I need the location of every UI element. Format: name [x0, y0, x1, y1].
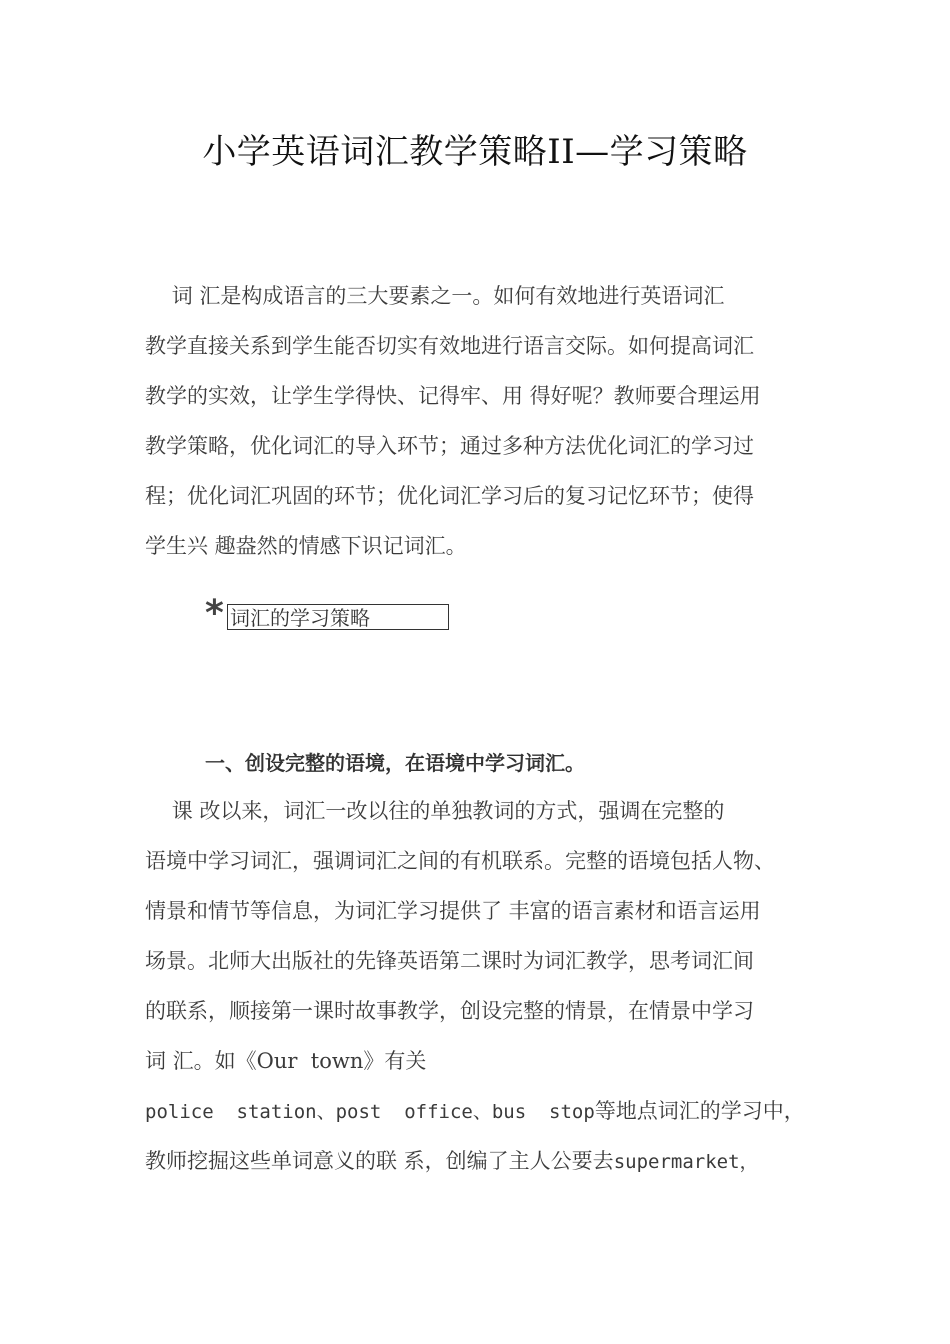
paragraph-line: 教学的实效，让学生学得快、记得牢、用 得好呢？教师要合理运用 [145, 384, 761, 408]
paragraph-line: 语境中学习词汇，强调词汇之间的有机联系。完整的语境包括人物、 [145, 849, 775, 873]
paragraph-line: 教学直接关系到学生能否切实有效地进行语言交际。如何提高词汇 [145, 334, 754, 358]
chinese-text: 教师挖掘这些单词意义的联 系，创编了主人公要去 [145, 1149, 614, 1173]
chinese-text: 等地点词汇的学习中， [594, 1099, 805, 1123]
section-heading: 一、创设完整的语境，在语境中学习词汇。 [205, 751, 585, 775]
paragraph-line: 的联系，顺接第一课时故事教学，创设完整的情景，在情景中学习 [145, 999, 754, 1023]
paragraph-line [145, 1146, 759, 1177]
paragraph-line: 情景和情节等信息，为词汇学习提供了 丰富的语言素材和语言运用 [145, 899, 761, 923]
paragraph-line: 场景。北师大出版社的先锋英语第二课时为词汇教学，思考词汇间 [145, 949, 754, 973]
paragraph-line: 词 汇。如《Our town》有关 [145, 1049, 427, 1073]
paragraph-line: 教学策略，优化词汇的导入环节；通过多种方法优化词汇的学习过 [145, 434, 754, 458]
paragraph-line: 词 汇是构成语言的三大要素之一。如何有效地进行英语词汇 [145, 284, 725, 308]
english-terms: supermarket， [613, 1151, 759, 1173]
asterisk-marker: * [205, 593, 224, 634]
document-title: 小学英语词汇教学策略II—学习策略 [202, 132, 748, 172]
paragraph-line: 程；优化词汇巩固的环节；优化词汇学习后的复习记忆环节；使得 [145, 484, 754, 508]
paragraph-line: 课 改以来，词汇一改以往的单独教词的方式，强调在完整的 [145, 799, 725, 823]
boxed-heading-text: 词汇的学习策略 [227, 604, 449, 630]
paragraph-line [145, 1096, 805, 1127]
english-terms: police station、post office、bus stop [145, 1101, 595, 1123]
paragraph-line: 学生兴 趣盎然的情感下识记词汇。 [145, 534, 467, 558]
